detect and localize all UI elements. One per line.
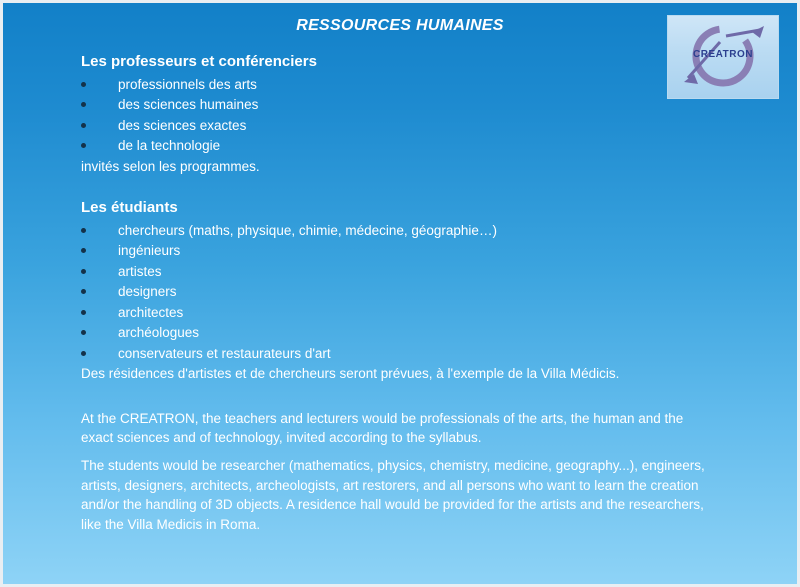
- slide-body: [81, 51, 717, 535]
- spacer: [81, 177, 717, 197]
- bullet-dot-icon: [81, 143, 86, 148]
- page-title: RESSOURCES HUMAINES: [296, 17, 504, 34]
- list-item-label: de la technologie: [118, 138, 221, 154]
- list-item-label: artistes: [118, 263, 162, 279]
- list-item-label: chercheurs (maths, physique, chimie, médecine, géographie…): [118, 222, 497, 238]
- bullet-dot-icon: [81, 330, 86, 335]
- bullet-list-students: [81, 221, 717, 365]
- bullet-dot-icon: [81, 248, 86, 253]
- list-item-label: professionnels des arts: [118, 76, 257, 92]
- list-item-label: des sciences exactes: [118, 117, 247, 133]
- list-item-label: ingénieurs: [118, 243, 181, 259]
- students-closing-text: Des résidences d'artistes et de chercheurs seront prévues, à l'exemple de la Villa Médicis.: [81, 366, 620, 382]
- list-item: [81, 116, 717, 137]
- list-item: [81, 241, 717, 262]
- list-item-label: archéologues: [118, 325, 200, 341]
- bullet-dot-icon: [81, 102, 86, 107]
- bullet-list-professors: [81, 75, 717, 157]
- professors-closing-text: invités selon les programmes.: [81, 158, 260, 174]
- list-item: [81, 262, 717, 283]
- spacer: [81, 385, 717, 409]
- section-heading-professors: Les professeurs et conférenciers: [81, 53, 317, 70]
- bullet-dot-icon: [81, 82, 86, 87]
- list-item-label: designers: [118, 284, 177, 300]
- list-item: [81, 75, 717, 96]
- list-item: [81, 344, 717, 365]
- spacer: [81, 448, 717, 456]
- list-item-label: conservateurs et restaurateurs d'art: [118, 345, 331, 361]
- list-item: [81, 95, 717, 116]
- english-summary: [81, 409, 717, 535]
- section-heading-students: Les étudiants: [81, 199, 178, 217]
- bullet-dot-icon: [81, 269, 86, 274]
- english-paragraph-2: The students would be researcher (mathematics, physics, chemistry, medicine, geography...), engineers, artists, designers, architects, archeologists, art restorers, and all persons who want to learn the creation and/or the handling of 3D objects. A residence hall would be provided for the artists and the researchers, like the Villa Medicis in Roma.: [81, 458, 705, 533]
- list-item: [81, 303, 717, 324]
- list-item-label: des sciences humaines: [118, 97, 259, 113]
- bullet-dot-icon: [81, 351, 86, 356]
- bullet-dot-icon: [81, 123, 86, 128]
- list-item: [81, 323, 717, 344]
- list-item: [81, 282, 717, 303]
- creatron-logo-label: CREATRON: [693, 49, 753, 60]
- bullet-dot-icon: [81, 289, 86, 294]
- bullet-dot-icon: [81, 310, 86, 315]
- list-item: [81, 221, 717, 242]
- list-item: [81, 136, 717, 157]
- bullet-dot-icon: [81, 228, 86, 233]
- english-paragraph-1: At the CREATRON, the teachers and lecturers would be professionals of the arts, the human and the exact sciences and of technology, invited according to the syllabus.: [81, 410, 684, 446]
- list-item-label: architectes: [118, 304, 184, 320]
